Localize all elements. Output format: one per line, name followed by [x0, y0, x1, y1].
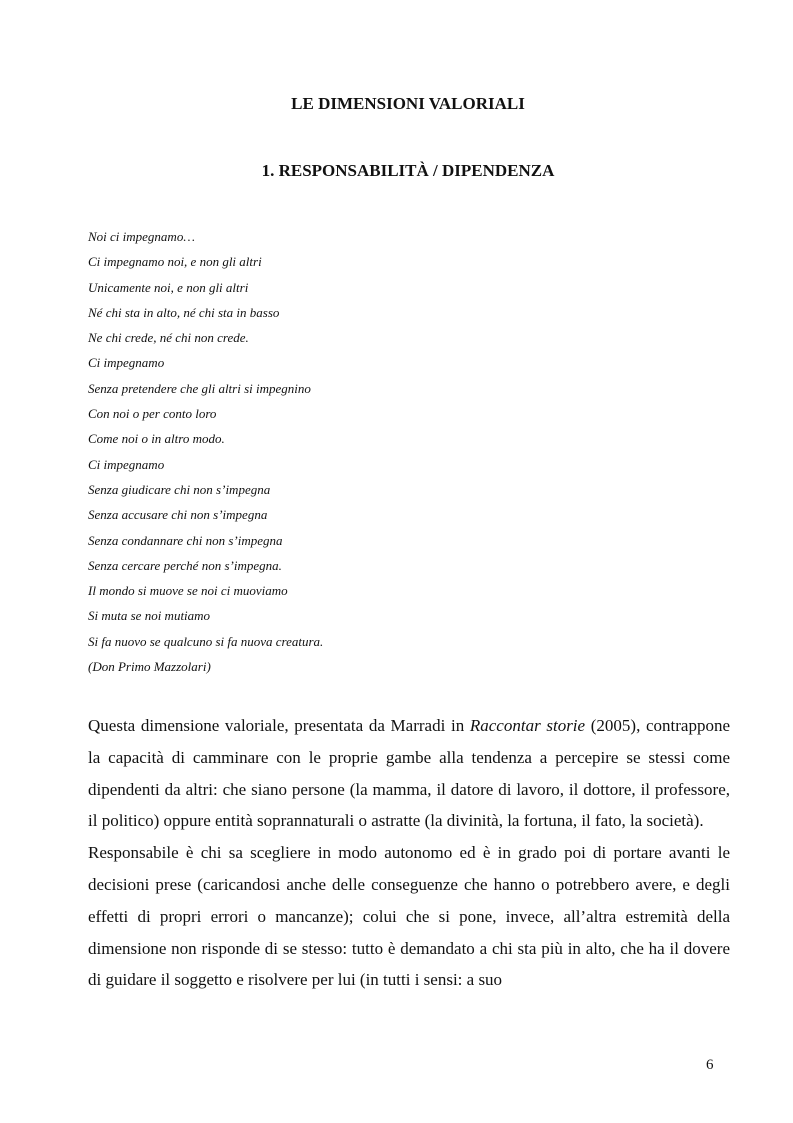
- paragraph-2: Responsabile è chi sa scegliere in modo autonomo ed è in grado poi di portare avanti le decisioni prese (caricandosi anche delle conseguenze che hanno o potrebbero avere, e degli effetti di propri errori o mancanze); colui che si pone, invece, all’altra estremità della dimensione non risponde di se stesso: tutto è demandato a chi sta più in alto, che ha il dovere di guidare il soggetto e risolvere per lui (in tutti i sensi: a suo: [88, 843, 730, 990]
- poem-line: Ci impegnamo: [88, 355, 165, 371]
- poem-line: Si fa nuovo se qualcuno si fa nuova creatura.: [88, 633, 324, 649]
- poem-line: Ci impegnamo noi, e non gli altri: [88, 254, 262, 270]
- poem-line: Senza pretendere che gli altri si impegnino: [88, 380, 311, 396]
- poem-attribution: (Don Primo Mazzolari): [88, 659, 211, 675]
- poem-line: Senza condannare chi non s’impegna: [88, 532, 283, 548]
- poem-quote: [88, 224, 648, 679]
- poem-line: Unicamente noi, e non gli altri: [88, 279, 249, 295]
- poem-line: Né chi sta in alto, né chi sta in basso: [88, 304, 280, 320]
- paragraph-1: [88, 710, 730, 837]
- book-title: Raccontar storie: [469, 716, 586, 735]
- page-title: LE DIMENSIONI VALORIALI: [291, 94, 525, 113]
- poem-line: Si muta se noi mutiamo: [88, 608, 211, 624]
- poem-line: Senza giudicare chi non s’impegna: [88, 481, 271, 497]
- poem-line: Senza accusare chi non s’impegna: [88, 507, 268, 523]
- poem-line: Come noi o in altro modo.: [88, 431, 225, 447]
- body-text: [88, 710, 730, 996]
- section-title: 1. RESPONSABILITÀ / DIPENDENZA: [261, 161, 555, 180]
- poem-line: Con noi o per conto loro: [88, 406, 217, 422]
- poem-line: Senza cercare perché non s’impegna.: [88, 557, 282, 573]
- paragraph-1-after: (2005), contrappone la capacità di camminare con le proprie gambe alla tendenza a percepire se stessi come dipendenti da altri: che siano persone (la mamma, il datore di lavoro, il dottore, il professore, il politico) oppure entità soprannaturali o astratte (la divinità, la fortuna, il fato, la società).: [88, 716, 730, 831]
- poem-line: Noi ci impegnamo…: [88, 229, 195, 244]
- poem-line: Ci impegnamo: [88, 456, 165, 472]
- page-number: 6: [706, 1057, 714, 1073]
- poem-line: Ne chi crede, né chi non crede.: [88, 330, 249, 346]
- poem-line: Il mondo si muove se noi ci muoviamo: [88, 583, 288, 599]
- paragraph-1-before: Questa dimensione valoriale, presentata da Marradi in: [88, 716, 470, 735]
